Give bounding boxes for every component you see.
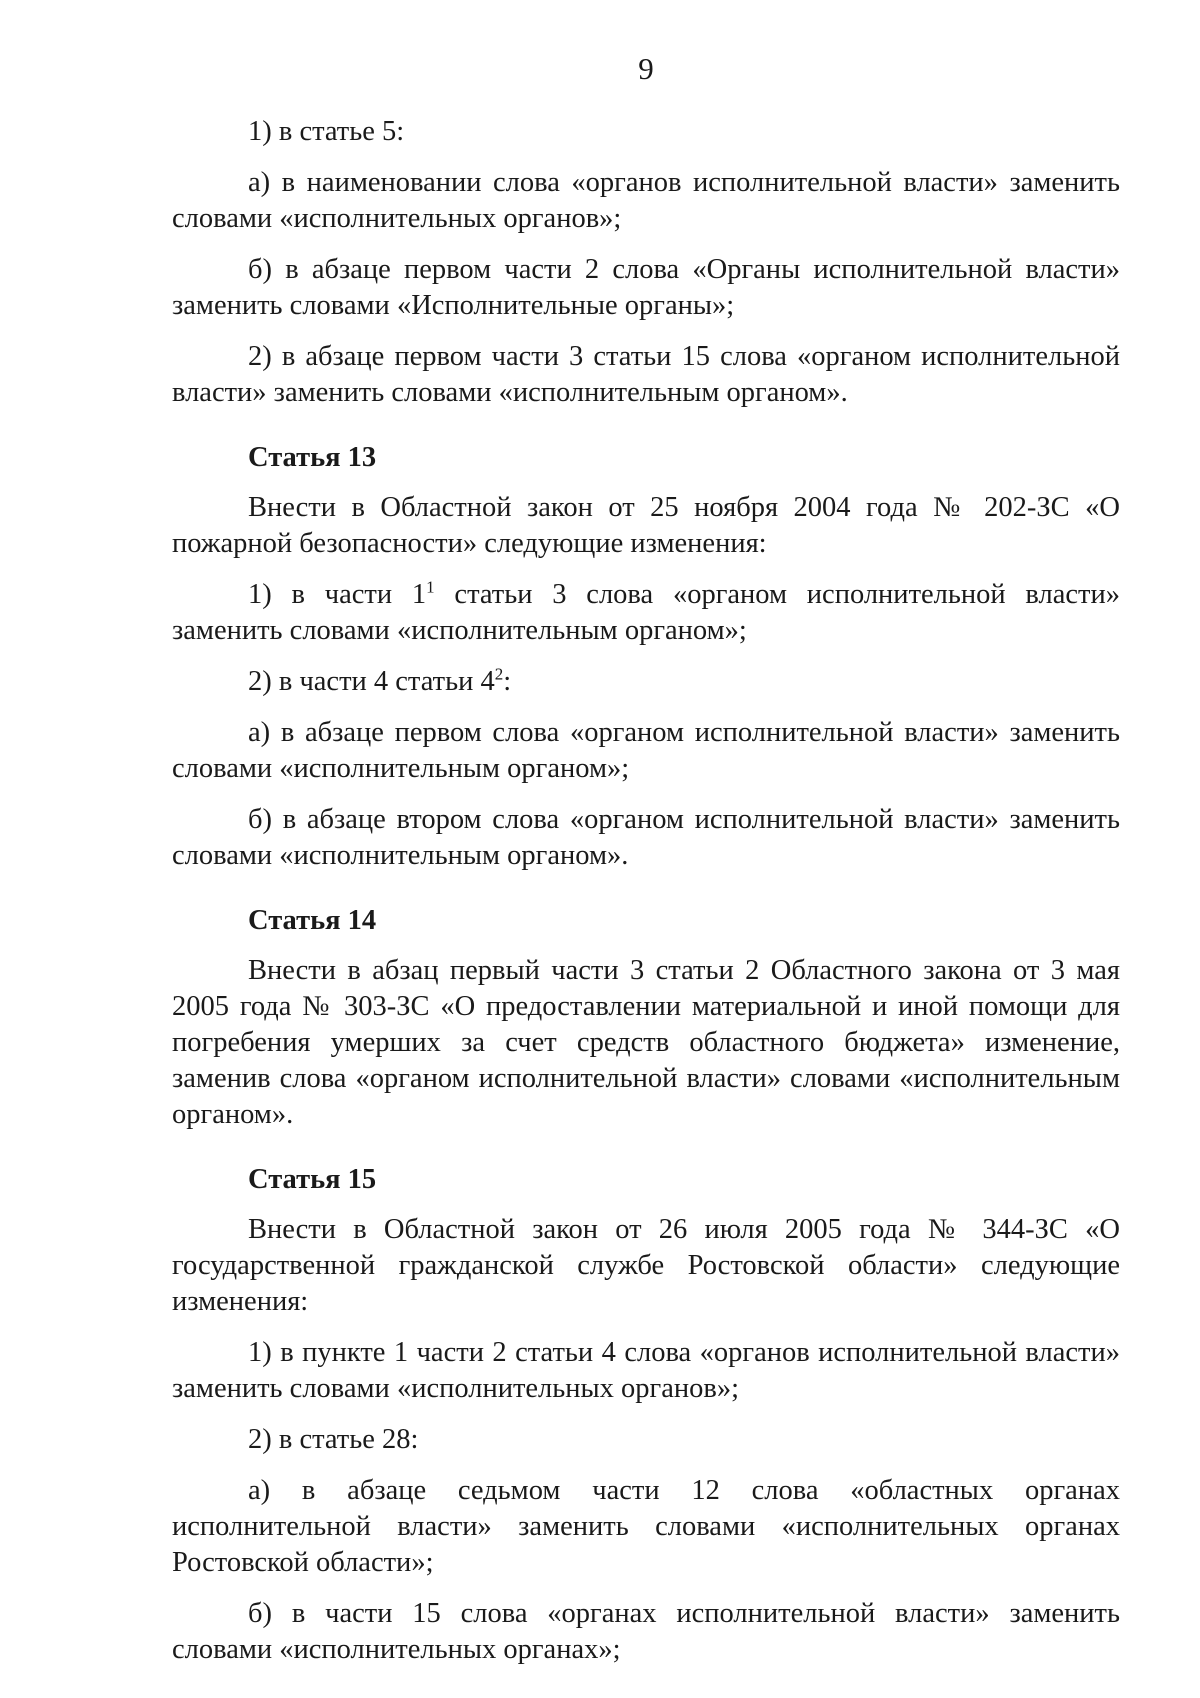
paragraph: а) в наименовании слова «органов исполнительной власти» заменить словами «исполнительных органов»;	[172, 167, 1120, 234]
superscript: 2	[494, 664, 504, 684]
superscript: 1	[426, 577, 435, 597]
article-heading: Статья 13	[248, 442, 377, 473]
paragraph: б) в абзаце первом части 2 слова «Органы исполнительной власти» заменить словами «Исполнительные органы»;	[172, 254, 1120, 321]
paragraph: 1) в статье 5:	[248, 116, 405, 147]
paragraph: Внести в Областной закон от 26 июля 2005 года № 344-ЗС «О государственной гражданской службе Ростовской области» следующие изменения:	[172, 1214, 1120, 1317]
paragraph-text: 1) в части 1	[248, 579, 427, 610]
page-number: 9	[638, 51, 654, 86]
document-page	[172, 50, 1120, 1668]
paragraph-text: :	[503, 666, 512, 697]
paragraph: б) в абзаце втором слова «органом исполнительной власти» заменить словами «исполнительным органом».	[172, 804, 1120, 871]
paragraph-text: статьи 3 слова «органом исполнительной власти» заменить словами «исполнительным органом»;	[172, 579, 1120, 646]
paragraph: а) в абзаце первом слова «органом исполнительной власти» заменить словами «исполнительным органом»;	[172, 717, 1120, 784]
paragraph: б) в части 15 слова «органах исполнительной власти» заменить словами «исполнительных органах»;	[172, 1598, 1120, 1665]
article-heading: Статья 14	[248, 905, 377, 936]
paragraph: 1) в пункте 1 части 2 статьи 4 слова «органов исполнительной власти» заменить словами «исполнительных органов»;	[172, 1337, 1120, 1404]
article-heading: Статья 15	[248, 1164, 377, 1195]
paragraph	[172, 664, 1120, 700]
paragraph: Внести в абзац первый части 3 статьи 2 Областного закона от 3 мая 2005 года № 303-ЗС «О предоставлении материальной и иной помощи для погребения умерших за счет средств областного бюджета» изменение, заменив слова «органом исполнительной власти» словами «исполнительным органом».	[172, 955, 1120, 1130]
paragraph: 2) в абзаце первом части 3 статьи 15 слова «органом исполнительной власти» заменить словами «исполнительным органом».	[172, 341, 1120, 408]
paragraph: 2) в статье 28:	[248, 1424, 419, 1455]
paragraph-text: 2) в части 4 статьи 4	[248, 666, 495, 697]
paragraph: Внести в Областной закон от 25 ноября 2004 года № 202-ЗС «О пожарной безопасности» следующие изменения:	[172, 492, 1120, 559]
paragraph	[172, 577, 1120, 649]
paragraph: а) в абзаце седьмом части 12 слова «областных органах исполнительной власти» заменить словами «исполнительных органах Ростовской области»;	[172, 1475, 1120, 1578]
